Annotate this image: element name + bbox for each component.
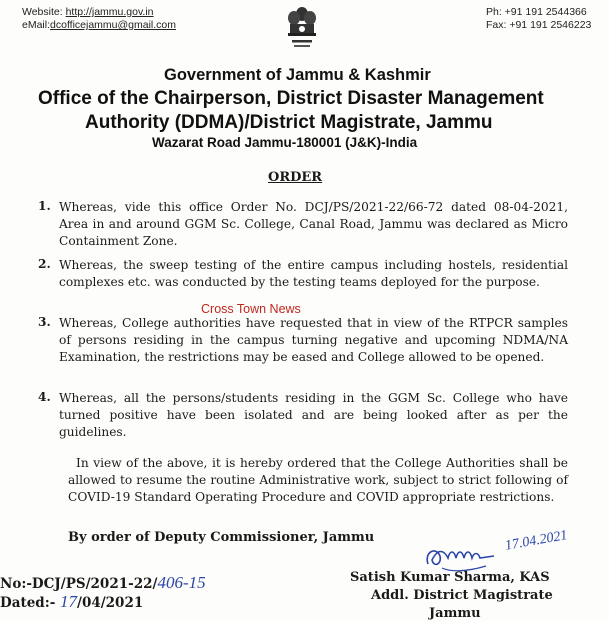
reference-number-label: No:-DCJ/PS/2021-22/ — [0, 576, 158, 592]
date-rest: /04/2021 — [77, 595, 144, 611]
watermark-text: Cross Town News — [201, 302, 301, 316]
item-number: 2. — [38, 257, 51, 271]
email-link[interactable]: dcofficejammu@gmail.com — [50, 19, 177, 31]
item-text: Whereas, the sweep testing of the entire campus including hostels, residential complexes etc. was conducted by the testing teams deployed for the purpose. — [59, 258, 568, 289]
address-heading: Wazarat Road Jammu-180001 (J&K)-India — [152, 135, 418, 150]
signatory-place: Jammu — [429, 606, 481, 621]
reference-number — [0, 573, 206, 593]
fax-number: Fax: +91 191 2546223 — [486, 19, 592, 31]
conclusion-paragraph: In view of the above, it is hereby ordered that the College Authorities shall be allowed to resume the routine Administrative work, subject to strict following of COVID-19 Standard Operating Procedure and COVID appropriate restrictions. — [68, 456, 568, 504]
website-label: Website: — [22, 6, 63, 18]
order-date — [0, 592, 143, 612]
item-number: 4. — [38, 390, 51, 404]
item-text: Whereas, College authorities have requested that in view of the RTPCR samples of persons residing in the campus turning negative and upcoming NDMA/NA Examination, the restrictions may be eased and College allowed to be opened. — [59, 316, 568, 364]
date-handwritten-day: 17 — [60, 592, 78, 611]
email-label: eMail: — [22, 19, 51, 31]
signature-date: 17.04.2021 — [504, 528, 569, 554]
item-text: Whereas, all the persons/students residing in the GGM Sc. College who have turned positive have been isolated and are being looked after as per the guidelines. — [59, 391, 568, 439]
email-line — [22, 19, 176, 31]
govt-heading: Government of Jammu & Kashmir — [164, 66, 431, 84]
signatory-designation: Addl. District Magistrate — [371, 588, 553, 603]
website-link[interactable]: http://jammu.gov.in — [65, 6, 154, 18]
authority-heading: Authority (DDMA)/District Magistrate, Jammu — [85, 112, 493, 133]
by-order-line: By order of Deputy Commissioner, Jammu — [68, 530, 375, 545]
item-number: 3. — [38, 315, 51, 329]
signatory-name: Satish Kumar Sharma, KAS — [350, 570, 550, 585]
website-line — [22, 6, 154, 18]
reference-number-handwritten: 406-15 — [157, 573, 206, 592]
office-heading: Office of the Chairperson, District Disaster Management — [38, 88, 544, 109]
phone-number: Ph: +91 191 2544366 — [486, 6, 587, 18]
order-title: ORDER — [268, 170, 323, 185]
item-text: Whereas, vide this office Order No. DCJ/PS/2021-22/66-72 dated 08-04-2021, Area in and around GGM Sc. College, Canal Road, Jammu was declared as Micro Containment Zone. — [59, 200, 568, 248]
date-label: Dated:- — [0, 595, 56, 611]
national-emblem-icon — [282, 4, 322, 56]
item-number: 1. — [38, 199, 51, 213]
